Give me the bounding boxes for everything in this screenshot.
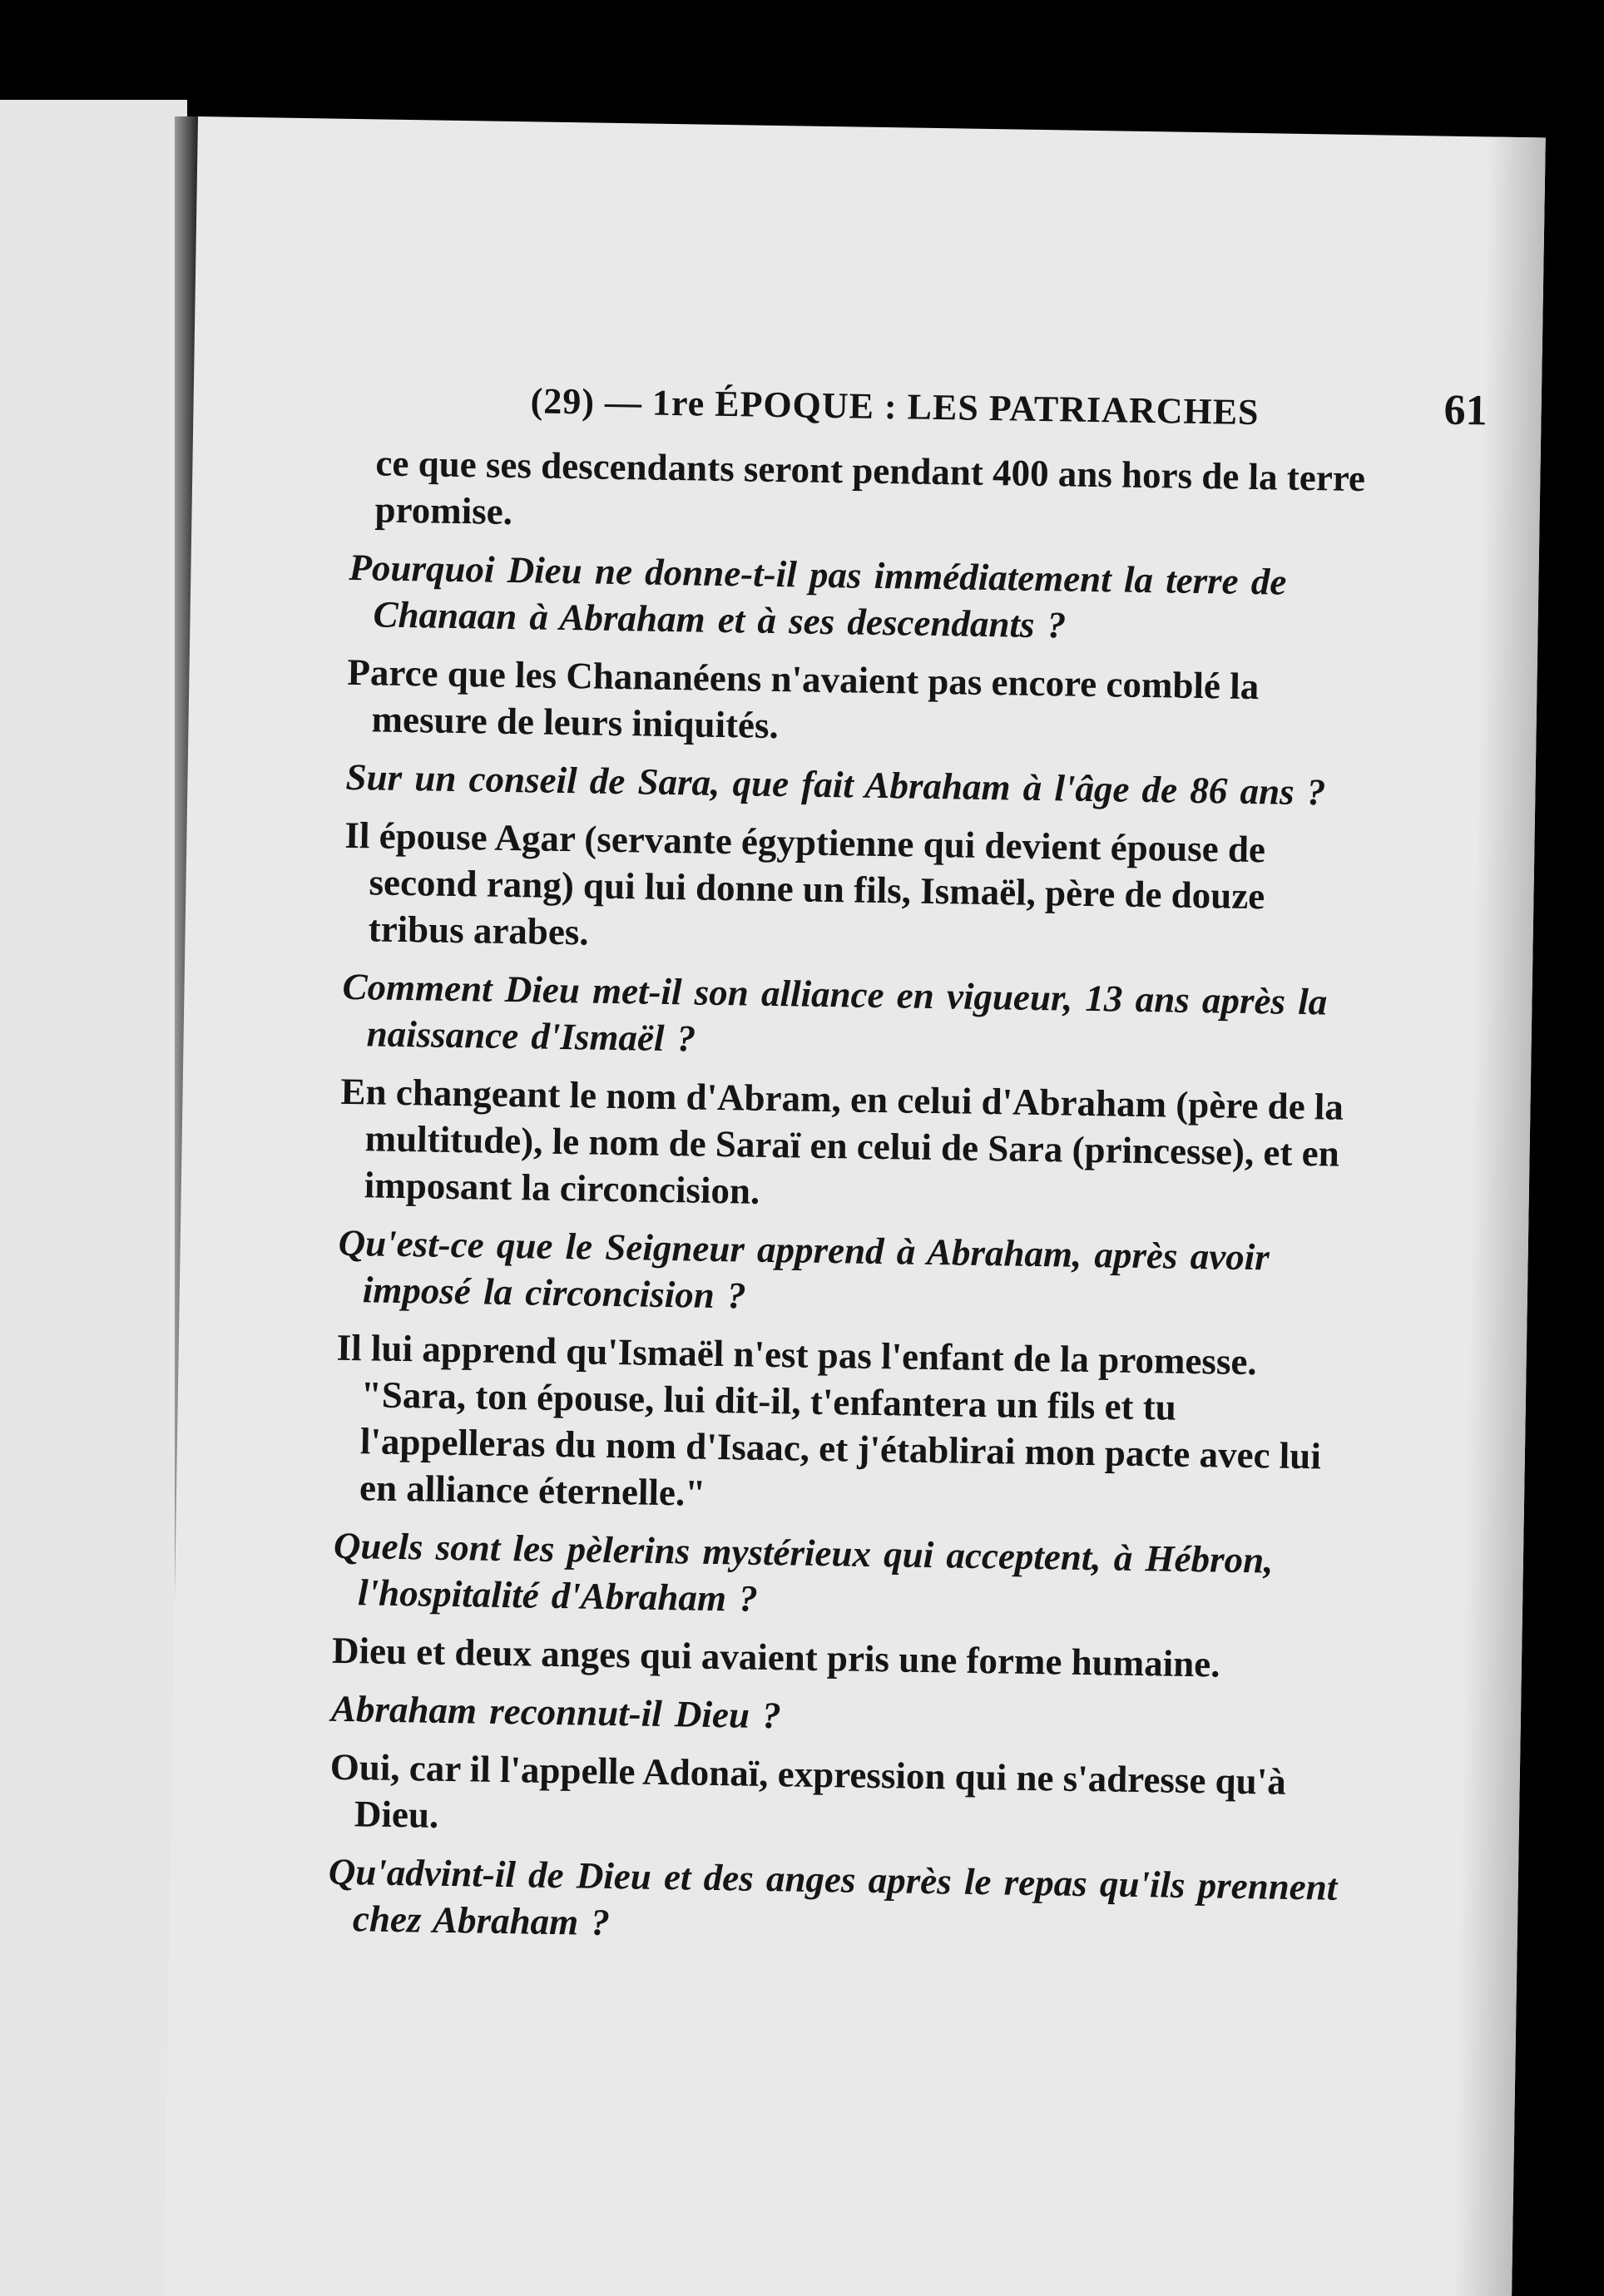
question-paragraph: Comment Dieu met-il son alliance en vigueur, 13 ans après la naissance d'Ismaël ?: [342, 965, 1328, 1060]
answer-paragraph: Dieu et deux anges qui avaient pris une forme humaine.: [331, 1629, 1220, 1685]
answer-paragraph: Il épouse Agar (servante égyptienne qui devient épouse de second rang) qui lui donne un fils, Ismaël, père de douze tribus arabes.: [344, 814, 1266, 953]
question-paragraph: Qu'advint-il de Dieu et des anges après le repas qu'ils prennent chez Abraham ?: [328, 1850, 1338, 1944]
answer-paragraph: Il lui apprend qu'Ismaël n'est pas l'enfant de la promesse. "Sara, ton épouse, lui dit-il, t'enfantera un fils et tu l'appelleras du nom d'Isaac, et j'établirai mon pacte avec lui en alliance éternelle.": [336, 1326, 1322, 1514]
question-paragraph: Abraham reconnut-il Dieu ?: [330, 1687, 782, 1737]
page-header: [530, 371, 1488, 453]
answer-paragraph: ce que ses descendants seront pendant 400 ans hors de la terre promise.: [374, 442, 1366, 532]
answer-paragraph: En changeant le nom d'Abram, en celui d'Abraham (père de la multitude), le nom de Saraï en celui de Sara (princesse), et en imposant la circoncision.: [340, 1070, 1344, 1212]
page-number: 61: [1443, 386, 1488, 435]
page-body: [327, 439, 1374, 1969]
question-paragraph: Qu'est-ce que le Seigneur apprend à Abraham, après avoir imposé la circoncision ?: [338, 1221, 1270, 1317]
page-edge-shading: [1453, 136, 1546, 2296]
question-paragraph: Sur un conseil de Sara, que fait Abraham à l'âge de 86 ans ?: [345, 755, 1326, 814]
running-head: (29) — 1re ÉPOQUE : LES PATRIARCHES: [530, 380, 1260, 433]
question-paragraph: Pourquoi Dieu ne donne-t-il pas immédiatement la terre de Chanaan à Abraham et à ses descendants ?: [349, 546, 1287, 646]
book-page: [164, 116, 1546, 2296]
facing-page-edge: [0, 100, 187, 2296]
question-paragraph: Quels sont les pèlerins mystérieux qui acceptent, à Hébron, l'hospitalité d'Abraham ?: [333, 1524, 1274, 1620]
answer-paragraph: Oui, car il l'appelle Adonaï, expression qui ne s'adresse qu'à Dieu.: [329, 1745, 1287, 1836]
answer-paragraph: Parce que les Chananéens n'avaient pas encore comblé la mesure de leurs iniquités.: [347, 651, 1260, 747]
